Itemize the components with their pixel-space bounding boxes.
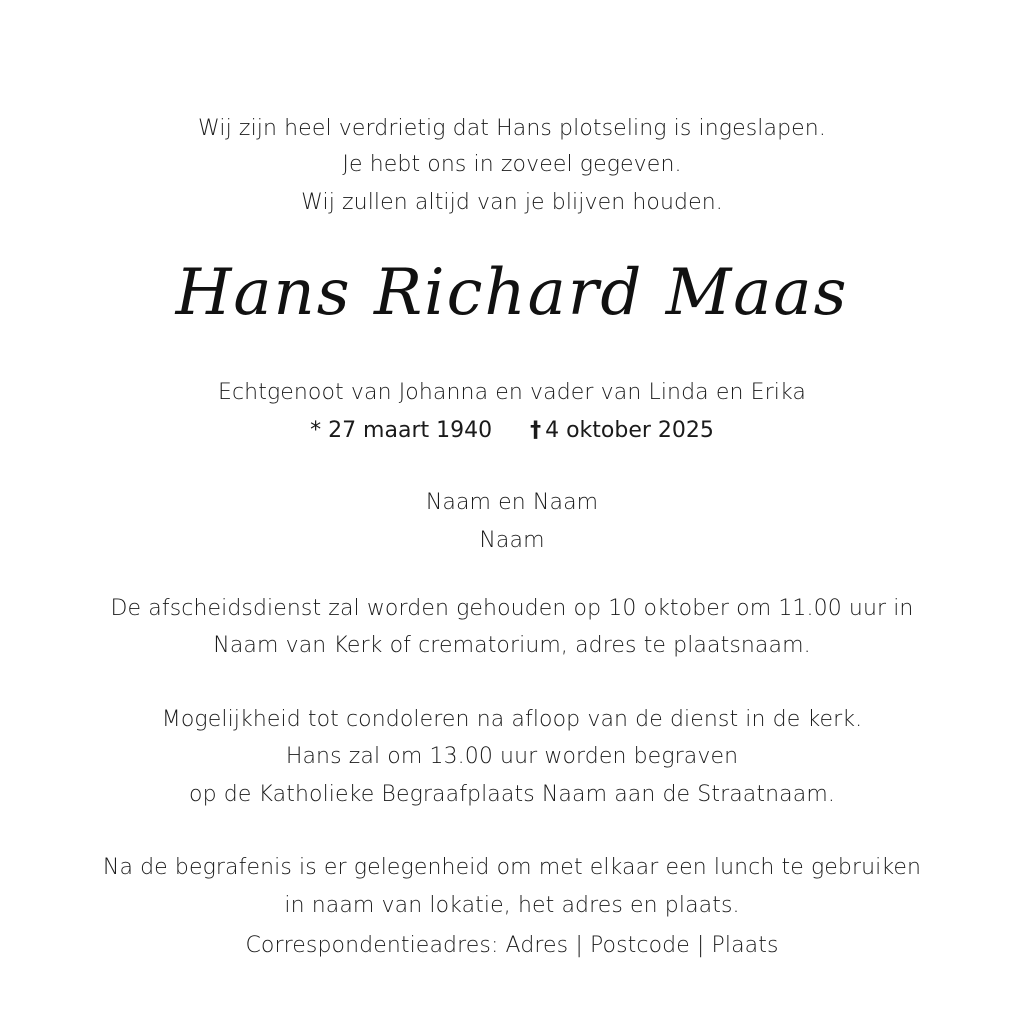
- intro-line-1: Wij zijn heel verdrietig dat Hans plotseling is ingeslapen.: [198, 116, 826, 141]
- life-dates: [0, 416, 1024, 446]
- correspondence-line: Correspondentieadres: Adres | Postcode | Plaats: [245, 933, 779, 958]
- intro-line-2: Je hebt ons in zoveel gegeven.: [342, 152, 682, 177]
- service-line-2: Naam van Kerk of crematorium, adres te plaatsnaam.: [213, 633, 811, 658]
- burial-line-3: op de Katholieke Begraafplaats Naam aan de Straatnaam.: [189, 782, 835, 807]
- reception-line-2: in naam van lokatie, het adres en plaats.: [284, 893, 740, 918]
- signatories-line-1: Naam en Naam: [425, 490, 599, 515]
- intro-line-3: Wij zullen altijd van je blijven houden.: [301, 190, 723, 215]
- burial-line-1: Mogelijkheid tot condoleren na afloop van de dienst in de kerk.: [161, 707, 863, 732]
- death-date-group: [530, 416, 714, 446]
- death-date: 4 oktober 2025: [545, 418, 714, 443]
- birth-date: * 27 maart 1940: [310, 418, 493, 443]
- signatories-line-2: Naam: [479, 528, 545, 553]
- cross-icon: †: [530, 418, 542, 443]
- service-line-1: De afscheidsdienst zal worden gehouden op 10 oktober om 11.00 uur in: [110, 596, 914, 621]
- deceased-name: Hans Richard Maas: [175, 256, 849, 330]
- relation-line: Echtgenoot van Johanna en vader van Linda en Erika: [217, 380, 807, 405]
- reception-line-1: Na de begrafenis is er gelegenheid om met elkaar een lunch te gebruiken: [102, 855, 922, 880]
- burial-line-2: Hans zal om 13.00 uur worden begraven: [285, 744, 739, 769]
